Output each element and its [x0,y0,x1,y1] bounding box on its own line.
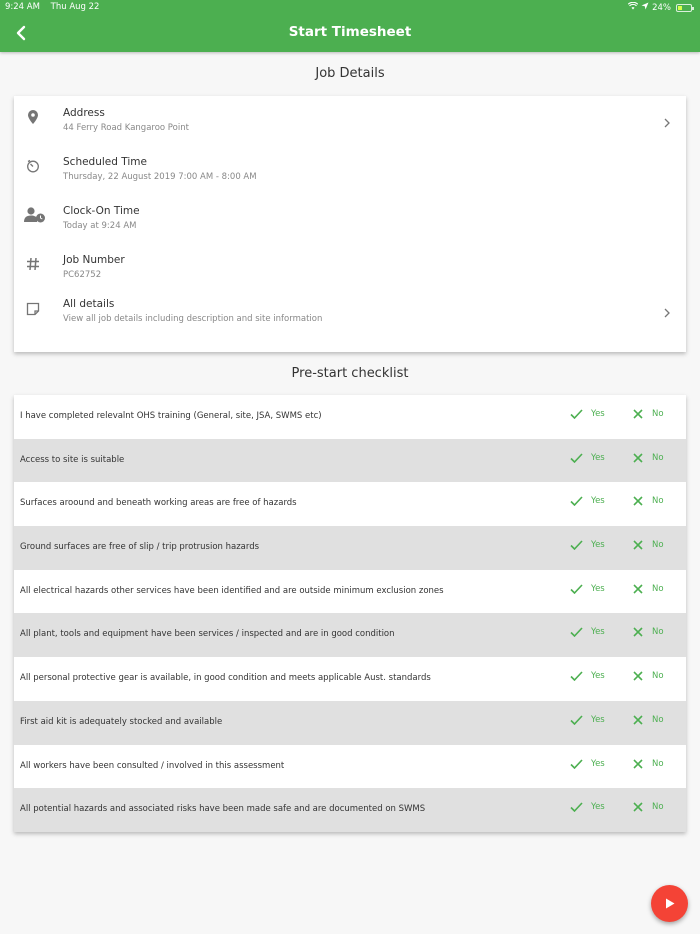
close-icon [633,584,643,594]
yes-button[interactable] [570,627,605,637]
user-clock-icon [24,206,46,224]
detail-subtitle: PC62752 [63,270,102,280]
app-header [0,0,700,52]
note-icon [24,300,42,318]
yes-button[interactable] [570,671,605,681]
no-button[interactable] [633,802,664,812]
hash-icon [24,255,42,273]
checklist-question: Ground surfaces are free of slip / trip protrusion hazards [20,542,260,553]
checklist-question: All potential hazards and associated risks have been made safe and are documented on SWMS [20,804,426,815]
checklist-question: All personal protective gear is available, in good condition and meets applicable Aust. standards [20,673,431,684]
no-button[interactable] [633,759,664,769]
checklist-row [14,788,686,832]
yes-label: Yes [591,758,605,769]
no-label: No [652,583,664,594]
checklist-heading: Pre-start checklist [291,366,409,381]
detail-title: Address [63,107,105,119]
checklist-question: All plant, tools and equipment have been services / inspected and are in good condition [20,629,395,640]
yes-label: Yes [591,583,605,594]
yes-label: Yes [591,714,605,725]
check-icon [570,627,583,637]
no-button[interactable] [633,453,664,463]
location-arrow-icon [641,2,649,13]
no-label: No [652,496,664,507]
close-icon [633,409,643,419]
chevron-right-icon [664,113,670,132]
detail-title: Job Number [63,254,125,266]
no-button[interactable] [633,409,664,419]
check-icon [570,453,583,463]
checklist-row [14,439,686,483]
checklist-question: All workers have been consulted / involved in this assessment [20,760,285,771]
checklist-question: I have completed relevalnt OHS training (General, site, JSA, SWMS etc) [20,411,322,421]
no-button[interactable] [633,715,664,725]
yes-button[interactable] [570,540,605,550]
yes-button[interactable] [570,802,605,812]
yes-label: Yes [591,540,605,551]
job-details-card [14,96,686,352]
detail-address[interactable] [14,96,686,145]
timer-icon [24,157,42,175]
detail-subtitle: Thursday, 22 August 2019 7:00 AM - 8:00 AM [63,172,257,182]
no-label: No [652,627,664,638]
no-button[interactable] [633,496,664,506]
detail-title: Clock-On Time [63,205,140,217]
checklist-row [14,526,686,570]
yes-label: Yes [591,627,605,638]
checklist-row [14,701,686,745]
no-label: No [652,540,664,551]
check-icon [570,759,583,769]
job-details-heading: Job Details [315,66,385,81]
close-icon [633,802,643,812]
yes-label: Yes [591,802,605,813]
location-pin-icon [24,108,42,126]
detail-all-details[interactable] [14,292,686,342]
detail-job-number [14,243,686,292]
close-icon [633,759,643,769]
close-icon [633,627,643,637]
yes-label: Yes [591,496,605,507]
no-label: No [652,802,664,813]
no-label: No [652,758,664,769]
yes-label: Yes [591,452,605,463]
detail-subtitle: Today at 9:24 AM [63,221,137,231]
checklist-question: First aid kit is adequately stocked and available [20,716,223,727]
check-icon [570,584,583,594]
close-icon [633,540,643,550]
no-button[interactable] [633,540,664,550]
yes-button[interactable] [570,496,605,506]
checklist-row [14,395,686,439]
check-icon [570,715,583,725]
detail-title: All details [63,298,115,310]
no-button[interactable] [633,627,664,637]
check-icon [570,496,583,506]
detail-scheduled-time [14,145,686,194]
no-button[interactable] [633,671,664,681]
close-icon [633,715,643,725]
checklist-row [14,657,686,701]
checklist-card [14,395,686,832]
page-title: Start Timesheet [288,24,412,40]
detail-subtitle: View all job details including description and site information [63,314,323,324]
checklist-question: Access to site is suitable [20,454,125,465]
start-button[interactable] [651,885,688,922]
status-time: 9:24 AM [5,2,40,12]
checklist-row [14,745,686,789]
close-icon [633,453,643,463]
detail-subtitle: 44 Ferry Road Kangaroo Point [63,123,189,133]
status-date: Thu Aug 22 [50,2,100,12]
checklist-question: Surfaces aroound and beneath working areas are free of hazards [20,498,297,509]
no-label: No [652,452,664,463]
no-label: No [652,409,664,419]
close-icon [633,671,643,681]
check-icon [570,671,583,681]
wifi-icon [628,2,638,13]
close-icon [633,496,643,506]
checklist-row [14,613,686,657]
checklist-row [14,482,686,526]
detail-clock-on-time [14,194,686,243]
battery-percent: 24% [652,2,671,13]
checklist-question: All electrical hazards other services have been identified and are outside minimum exclusion zones [20,585,444,596]
yes-button[interactable] [570,453,605,463]
check-icon [570,802,583,812]
battery-icon [676,4,692,12]
no-button[interactable] [633,584,664,594]
yes-button[interactable] [570,584,605,594]
chevron-right-icon [664,303,670,322]
status-bar [0,0,700,14]
no-label: No [652,671,664,682]
check-icon [570,409,583,419]
detail-title: Scheduled Time [63,156,147,168]
yes-button[interactable] [570,715,605,725]
no-label: No [652,714,664,725]
yes-button[interactable] [570,759,605,769]
yes-button[interactable] [570,409,605,419]
check-icon [570,540,583,550]
checklist-row [14,570,686,614]
yes-label: Yes [591,671,605,682]
yes-label: Yes [591,409,605,419]
play-icon [665,898,675,909]
